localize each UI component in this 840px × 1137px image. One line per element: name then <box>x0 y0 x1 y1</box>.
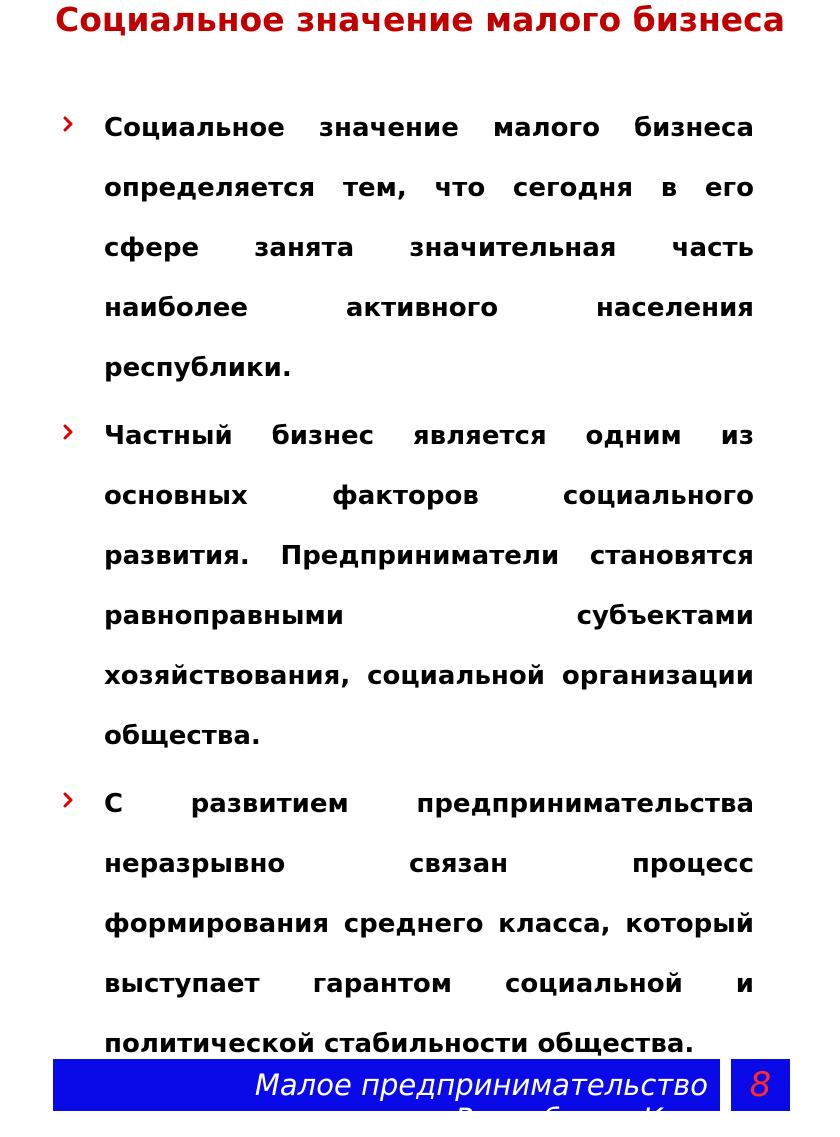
slide-title: Социальное значение малого бизнеса <box>54 0 786 39</box>
chevron-right-icon <box>64 425 72 439</box>
bullet-text: С развитием предпринимательства неразрывно связан процесс формирования среднего класса, который выступает гарантом социальной и политической стабильности общества. <box>104 789 754 1059</box>
page-number-box <box>731 1059 790 1111</box>
bullet-item <box>0 406 800 766</box>
page-number: 8 <box>749 1065 772 1105</box>
bullet-text: Частный бизнес является одним из основных факторов социального развития. Предприниматели становятся равноправными субъектами хозяйствования, социальной организации общества. <box>104 421 754 751</box>
chevron-right-icon <box>64 117 72 131</box>
chevron-right-icon <box>64 793 72 807</box>
footer-bar <box>53 1059 720 1136</box>
bullet-item <box>0 98 800 398</box>
bullet-item <box>0 774 800 1074</box>
footer-sublabel: в Республике Каз <box>428 1102 696 1136</box>
bullet-list <box>0 98 800 1082</box>
bullet-text: Социальное значение малого бизнеса определяется тем, что сегодня в его сфере занята значительная часть наиболее активного населения республики. <box>104 113 754 383</box>
footer-label: Малое предпринимательство <box>254 1068 708 1102</box>
